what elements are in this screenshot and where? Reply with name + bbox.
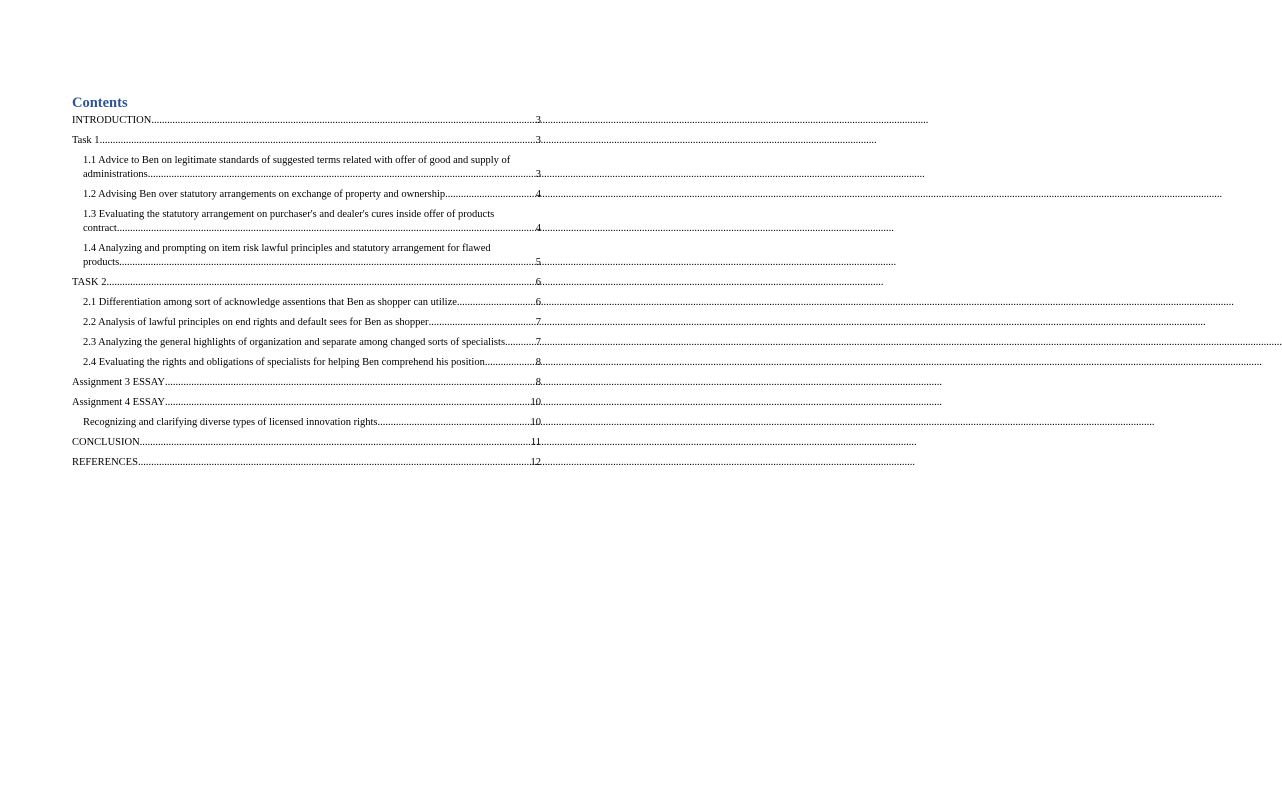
dot-leader	[140, 436, 531, 450]
toc-entry-title: INTRODUCTION	[72, 115, 152, 126]
dot-leader	[148, 168, 536, 182]
toc-entry-page-number: 5	[535, 257, 541, 268]
toc-entry-title: Task 1	[72, 135, 100, 146]
toc-entry-title-line: 1.3 Evaluating the statutory arrangement on purchaser's and dealer's cures inside offer of products	[83, 209, 495, 220]
toc-entry-title: 2.4 Evaluating the rights and obligations of specialists for helping Ben comprehend his position	[83, 357, 485, 368]
dot-leader	[165, 376, 536, 390]
toc-entry-title: Assignment 3 ESSAY	[72, 377, 165, 388]
toc-entry-page-number: 3	[535, 135, 541, 146]
toc-entry[interactable]	[72, 154, 541, 182]
toc-entry-title: 2.1 Differentiation among sort of acknowledge assentions that Ben as shopper can utilize	[83, 297, 457, 308]
toc-entry-page-number: 4	[535, 223, 541, 234]
toc-entry[interactable]	[72, 436, 541, 450]
toc-entry-title-line: 1.4 Analyzing and prompting on item risk lawful principles and statutory arrangement for flawed	[83, 243, 491, 254]
toc-entry[interactable]	[72, 376, 541, 390]
toc-entry-title: contract	[83, 223, 117, 234]
dot-leader	[485, 356, 536, 370]
toc-entry-page-number: 6	[535, 277, 541, 288]
toc-entry-page-number: 8	[535, 357, 541, 368]
toc-entry[interactable]	[72, 208, 541, 236]
toc-heading: Contents	[72, 95, 128, 111]
toc-entry[interactable]	[72, 114, 541, 128]
toc-entry-page-number: 7	[535, 337, 541, 348]
toc-entry-title: 1.2 Advising Ben over statutory arrangements on exchange of property and ownership	[83, 189, 446, 200]
toc-entry-page-number: 8	[535, 377, 541, 388]
dot-leader	[151, 114, 535, 128]
dot-leader	[119, 256, 536, 270]
toc-entry-title: TASK 2	[72, 277, 107, 288]
toc-entry-page-number: 7	[535, 317, 541, 328]
dot-leader	[429, 316, 536, 330]
toc-entry-title: CONCLUSION	[72, 437, 140, 448]
toc-entry-title: 2.3 Analyzing the general highlights of organization and separate among changed sorts of specialists	[83, 337, 506, 348]
toc-entry-page-number: 10	[530, 417, 541, 428]
toc-entry-page-number: 10	[530, 397, 541, 408]
toc-entry[interactable]	[72, 336, 541, 350]
toc-entry-title: 2.2 Analysis of lawful principles on end rights and default sees for Ben as shopper	[83, 317, 429, 328]
dot-leader	[100, 134, 536, 148]
toc-entry[interactable]	[72, 134, 541, 148]
dot-leader	[117, 222, 536, 236]
toc-entry[interactable]	[72, 276, 541, 290]
dot-leader	[505, 336, 536, 350]
toc-entry-page-number: 6	[535, 297, 541, 308]
dot-leader	[378, 416, 531, 430]
toc-entry[interactable]	[72, 416, 541, 430]
toc-entry-page-number: 3	[535, 169, 541, 180]
toc-entry-title: Assignment 4 ESSAY	[72, 397, 165, 408]
toc-entry-page-number: 11	[530, 437, 541, 448]
dot-leader	[165, 396, 531, 410]
toc-entry[interactable]	[72, 316, 541, 330]
toc-entry-title: administrations	[83, 169, 148, 180]
toc-entry-page-number: 3	[535, 115, 541, 126]
toc-entry-title: Recognizing and clarifying diverse types of licensed innovation rights	[83, 417, 378, 428]
toc-entry-title: products	[83, 257, 120, 268]
toc-entry[interactable]	[72, 356, 541, 370]
toc-entry[interactable]	[72, 396, 541, 410]
dot-leader	[138, 456, 531, 470]
document-page	[72, 94, 541, 476]
toc-entry[interactable]	[72, 242, 541, 270]
toc-entry[interactable]	[72, 188, 541, 202]
toc-entry-page-number: 12	[530, 457, 541, 468]
toc-entry[interactable]	[72, 456, 541, 470]
dot-leader	[445, 188, 536, 202]
toc-entry[interactable]	[72, 296, 541, 310]
dot-leader	[457, 296, 536, 310]
toc-entry-title: REFERENCES	[72, 457, 138, 468]
toc-entry-title-line: 1.1 Advice to Ben on legitimate standards of suggested terms related with offer of good and supply of	[83, 155, 511, 166]
toc-entry-page-number: 4	[535, 189, 541, 200]
table-of-contents	[72, 114, 541, 470]
dot-leader	[106, 276, 535, 290]
